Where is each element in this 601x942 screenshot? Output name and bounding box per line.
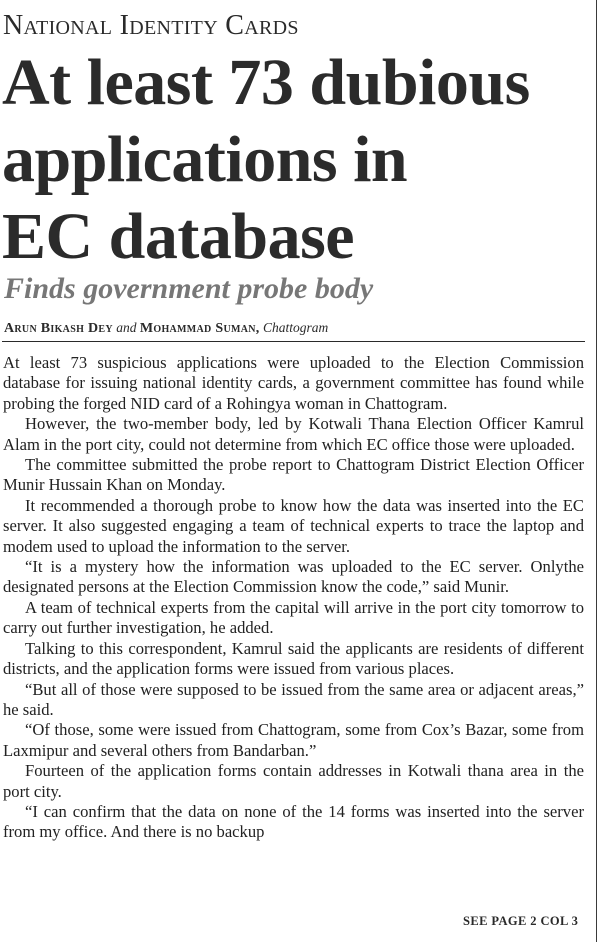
continuation-jump: SEE PAGE 2 COL 3 xyxy=(463,914,579,928)
subheadline: Finds government probe body xyxy=(4,272,374,305)
byline-conjunction: and xyxy=(116,320,137,335)
headline-line-1: At least 73 dubious xyxy=(2,46,530,119)
paragraph: At least 73 suspicious applications were uploaded to the Election Commission database for issuing national identity cards, a government committee has found while probing the forged NID card of a Rohingya woman in Chattogram. xyxy=(3,353,584,413)
paragraph: A team of technical experts from the capital will arrive in the port city tomorrow to carry out further investigation, he added. xyxy=(3,597,584,638)
article-body xyxy=(3,353,584,843)
byline-author-2: Mohammad Suman, xyxy=(139,321,260,336)
paragraph: However, the two-member body, led by Kotwali Thana Election Officer Kamrul Alam in the port city, could not determine from which EC office those were uploaded. xyxy=(3,414,584,454)
paragraph: Fourteen of the application forms contain addresses in Kotwali thana area in the port city. xyxy=(3,761,584,801)
column-divider xyxy=(596,0,597,942)
byline-location: Chattogram xyxy=(262,320,329,335)
paragraph: The committee submitted the probe report to Chattogram District Election Officer Munir Hussain Khan on Monday. xyxy=(3,455,584,495)
paragraph: “Of those, some were issued from Chattogram, some from Cox’s Bazar, some from Laxmipur and several others from Bandarban.” xyxy=(3,720,584,760)
headline-line-3: EC database xyxy=(2,200,355,273)
headline xyxy=(2,44,592,275)
byline xyxy=(4,320,328,337)
byline-author-1: Arun Bikash Dey xyxy=(4,321,113,336)
byline-divider xyxy=(2,341,585,342)
paragraph: Talking to this correspondent, Kamrul said the applicants are residents of different districts, and the application forms were issued from various places. xyxy=(3,638,584,679)
paragraph: “It is a mystery how the information was uploaded to the EC server. Onlythe designated persons at the Election Commission know the code,” said Munir. xyxy=(3,557,584,597)
paragraph: “But all of those were supposed to be issued from the same area or adjacent areas,” he said. xyxy=(3,679,584,719)
headline-line-2: applications in xyxy=(2,123,408,196)
paragraph: It recommended a thorough probe to know how the data was inserted into the EC server. It also suggested engaging a team of technical experts to trace the laptop and modem used to upload the information to the server. xyxy=(3,495,584,556)
paragraph: “I can confirm that the data on none of the 14 forms was inserted into the server from my office. And there is no backup xyxy=(3,801,584,842)
section-kicker: National Identity Cards xyxy=(3,10,299,41)
